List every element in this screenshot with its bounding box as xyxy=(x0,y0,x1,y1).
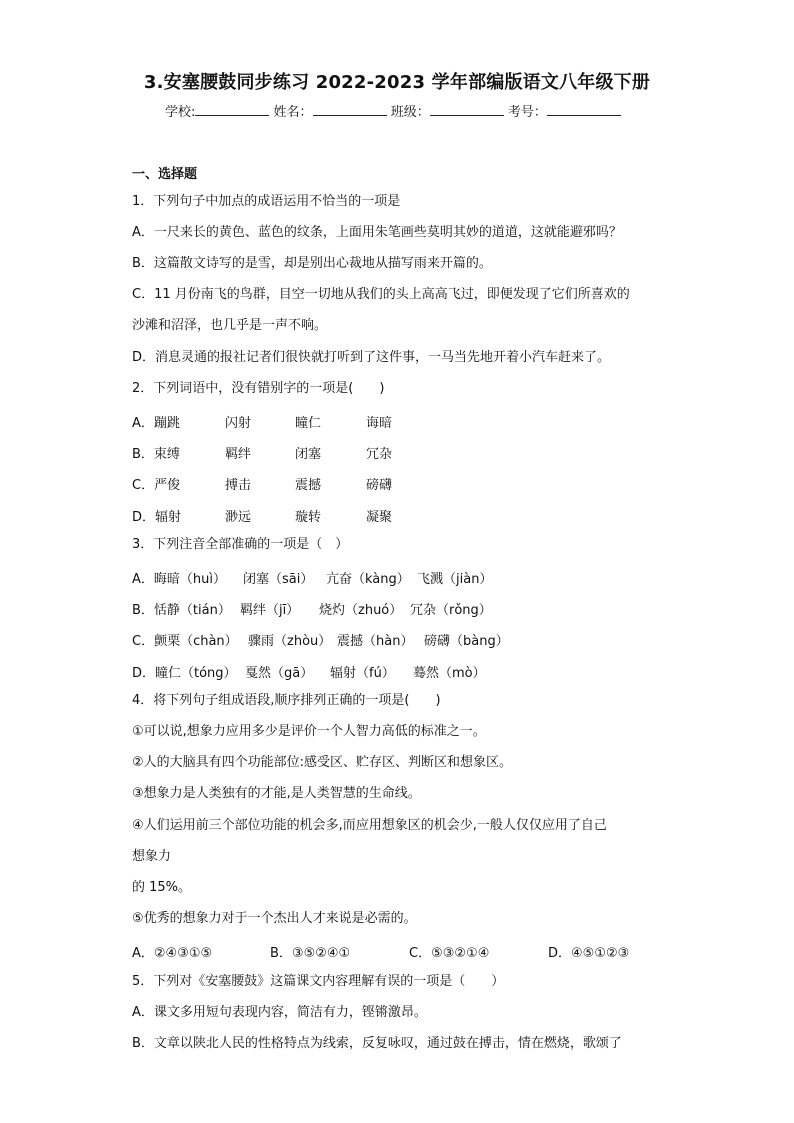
word-cell: 璇转 xyxy=(295,510,322,525)
student-info-line xyxy=(165,101,621,120)
pinyin-cell: 羁绊（jī） xyxy=(240,603,300,618)
question-1-option-d: D．消息灵通的报社记者们很快就打听到了这件事，一马当先地开着小汽车赶来了。 xyxy=(132,350,611,365)
pinyin-cell: A．晦暗（huì） xyxy=(132,572,226,587)
pinyin-cell: C．颤栗（chàn） xyxy=(132,634,238,649)
question-4-sentence-1: ①可以说,想象力应用多少是评价一个人智力高低的标准之一。 xyxy=(132,724,486,739)
question-1-option-c-continued: 沙滩和沼泽，也几乎是一声不响。 xyxy=(132,318,328,333)
pinyin-cell: 亢奋（kàng） xyxy=(326,572,410,587)
question-1-stem: 1．下列句子中加点的成语运用不恰当的一项是 xyxy=(132,194,401,209)
pinyin-cell: 震撼（hàn） xyxy=(337,634,414,649)
school-label: 学校: xyxy=(165,105,196,120)
question-4-sentence-4-end: 的 15%。 xyxy=(132,880,192,895)
question-4-sentence-3: ③想象力是人类独有的才能,是人类智慧的生命线。 xyxy=(132,786,421,801)
question-5-option-a: A．课文多用短句表现内容，简洁有力，铿锵激昂。 xyxy=(132,1005,427,1020)
question-5-option-b: B．文章以陕北人民的性格特点为线索，反复咏叹，通过鼓在搏击，情在燃烧，歌颂了 xyxy=(132,1036,622,1051)
word-cell: A．蹦跳 xyxy=(132,416,180,431)
pinyin-cell: 烧灼（zhuó） xyxy=(319,603,403,618)
option-b: B．③⑤②④① xyxy=(270,946,351,961)
word-cell: 磅礴 xyxy=(366,478,393,493)
question-4-sentence-4-continued: 想象力 xyxy=(132,849,172,864)
section-heading: 一、选择题 xyxy=(132,167,198,182)
word-cell: 闪射 xyxy=(225,416,252,431)
pinyin-cell: 飞溅（jiàn） xyxy=(417,572,493,587)
word-cell: 凝聚 xyxy=(366,510,393,525)
word-cell: C．严俊 xyxy=(132,478,181,493)
option-c: C．⑤③②①④ xyxy=(409,946,490,961)
pinyin-cell: 磅礴（bàng） xyxy=(424,634,509,649)
page-title: 3.安塞腰鼓同步练习 2022-2023 学年部编版语文八年级下册 xyxy=(143,72,651,93)
pinyin-cell: 蓦然（mò） xyxy=(413,666,486,681)
pinyin-cell: 戛然（gā） xyxy=(245,666,314,681)
word-cell: D．辐射 xyxy=(132,510,182,525)
pinyin-cell: 骤雨（zhòu） xyxy=(248,634,332,649)
name-blank[interactable] xyxy=(313,102,387,116)
number-label: 考号： xyxy=(507,105,547,120)
word-cell: B．束缚 xyxy=(132,447,180,462)
word-cell: 瞳仁 xyxy=(295,416,322,431)
option-a: A．②④③①⑤ xyxy=(132,946,213,961)
pinyin-cell: 辐射（fú） xyxy=(330,666,395,681)
name-label: 姓名： xyxy=(273,105,313,120)
pinyin-cell: B．恬静（tián） xyxy=(132,603,231,618)
school-blank[interactable] xyxy=(195,102,269,116)
word-cell: 闭塞 xyxy=(295,447,322,462)
question-3-stem: 3．下列注音全部准确的一项是（ ） xyxy=(132,537,349,552)
question-4-sentence-2: ②人的大脑具有四个功能部位:感受区、贮存区、判断区和想象区。 xyxy=(132,755,513,770)
word-cell: 震撼 xyxy=(295,478,322,493)
class-label: 班级： xyxy=(390,105,430,120)
question-4-sentence-4: ④人们运用前三个部位功能的机会多,而应用想象区的机会少,一般人仅仅应用了自己 xyxy=(132,818,607,833)
word-cell: 诲暗 xyxy=(366,416,393,431)
question-5-stem: 5．下列对《安塞腰鼓》这篇课文内容理解有误的一项是（ ） xyxy=(132,974,505,989)
pinyin-cell: D．瞳仁（tóng） xyxy=(132,666,237,681)
option-d: D．④⑤①②③ xyxy=(548,946,630,961)
pinyin-cell: 闭塞（sāi） xyxy=(243,572,314,587)
class-blank[interactable] xyxy=(430,102,504,116)
question-4-sentence-5: ⑤优秀的想象力对于一个杰出人才来说是必需的。 xyxy=(132,911,417,926)
word-cell: 搏击 xyxy=(225,478,252,493)
word-cell: 冗杂 xyxy=(366,447,393,462)
question-4-stem: 4．将下列句子组成语段,顺序排列正确的一项是( ) xyxy=(132,693,441,708)
question-1-option-c: C．11 月份南飞的鸟群，目空一切地从我们的头上高高飞过，即便发现了它们所喜欢的 xyxy=(132,287,630,302)
question-2-stem: 2．下列词语中，没有错别字的一项是( ) xyxy=(132,381,385,396)
number-blank[interactable] xyxy=(547,102,621,116)
word-cell: 渺远 xyxy=(225,510,252,525)
pinyin-cell: 冗杂（rǒng） xyxy=(410,603,492,618)
question-1-option-b: B．这篇散文诗写的是雪，却是别出心裁地从描写雨来开篇的。 xyxy=(132,256,492,271)
question-1-option-a: A．一尺来长的黄色、蓝色的纹条，上面用朱笔画些莫明其妙的道道，这就能避邪吗？ xyxy=(132,225,622,240)
word-cell: 羁绊 xyxy=(225,447,252,462)
